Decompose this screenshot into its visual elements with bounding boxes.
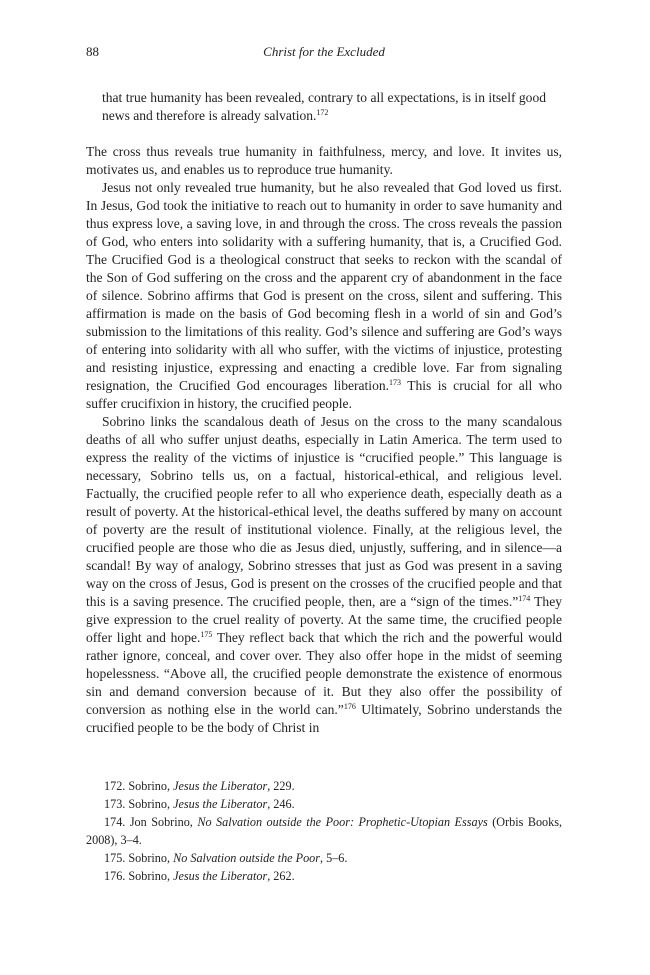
paragraph-text: The cross thus reveals true humanity in faithfulness, mercy, and love. It invites us, motivates us, and enables us to reproduce true humanity. — [86, 144, 562, 177]
paragraph — [86, 179, 562, 413]
footnote-ref-173: 173 — [389, 378, 402, 387]
footnote-ref-172: 172 — [316, 108, 329, 117]
footnote-ref-174: 174 — [518, 594, 531, 603]
paragraph — [86, 413, 562, 737]
paragraph-text: This is crucial for all who suffer crucifixion in history, the crucified people. — [86, 378, 563, 411]
paragraph-text: They reflect back that which the rich and the powerful would rather ignore, conceal, and cover over. They also offer hope in the midst of seeming hopelessness. “Above all, the crucified people demonstrate the existence of enormous sin and demand conversion because of it. But they also offer the possibility of conversion as nothing else in the world can.” — [86, 630, 562, 717]
block-quote-text: that true humanity has been revealed, contrary to all expectations, is in itself good news and therefore is already salvation. — [102, 90, 546, 123]
page-number: 88 — [86, 44, 99, 59]
footnote: 176. Sobrino, Jesus the Liberator, 262. — [104, 869, 295, 883]
footnotes — [86, 777, 562, 885]
footnote-ref-176: 176 — [343, 702, 356, 711]
page-header — [86, 44, 562, 64]
paragraph-text: Sobrino links the scandalous death of Jesus on the cross to the many scandalous deaths of all who suffer unjust deaths, especially in Latin America. The term used to express the reality of the victims of injustice is “crucified people.” This language is necessary, Sobrino tells us, on a factual, historical-ethical, and religious level. Factually, the crucified people refer to all who experience death, especially death as a result of poverty. At the historical-ethical level, the deaths suffered by many on account of poverty are the result of institutional violence. Finally, at the religious level, the crucified people are those who die as Jesus died, unjustly, suffering, and in silence—a scandal! By way of analogy, Sobrino stresses that just as God was present in a saving way on the cross of Jesus, God is present on the crosses of the crucified people and that this is a saving presence. The crucified people, then, are a “sign of the times.” — [86, 414, 562, 609]
paragraph — [86, 143, 562, 179]
footnote: 172. Sobrino, Jesus the Liberator, 229. — [104, 779, 295, 793]
footnote: 173. Sobrino, Jesus the Liberator, 246. — [104, 797, 295, 811]
paragraph-text: They give expression to the cruel reality of poverty. At the same time, the crucified people offer light and hope. — [86, 594, 562, 645]
footnote: 174. Jon Sobrino, No Salvation outside the Poor: Prophetic-Utopian Essays (Orbis Books, 2008), 3–4. — [86, 815, 563, 847]
main-text — [86, 89, 562, 737]
paragraph-text: Jesus not only revealed true humanity, but he also revealed that God loved us first. In Jesus, God took the initiative to reach out to humanity in order to save humanity and thus express love, a saving love, in and through the cross. The cross reveals the passion of God, who enters into solidarity with a suffering humanity, that is, a Crucified God. The Crucified God is a theological construct that seeks to reckon with the scandal of the Son of God suffering on the cross and the apparent cry of abandonment in the face of silence. Sobrino affirms that God is present on the cross, silent and suffering. This affirmation is made on the basis of God becoming flesh in a world of sin and God’s submission to the limitations of this reality. God’s silence and suffering are God’s ways of entering into solidarity with all who suffer, with the victims of injustice, protesting and resisting injustice, expressing and enacting a credible love. Far from signaling resignation, the Crucified God encourages liberation. — [86, 180, 562, 393]
paragraph-text: Ultimately, Sobrino understands the crucified people to be the body of Christ in — [86, 702, 563, 735]
footnote-ref-175: 175 — [200, 630, 213, 639]
block-quote — [102, 89, 546, 125]
footnote: 175. Sobrino, No Salvation outside the Poor, 5–6. — [104, 851, 348, 865]
running-title: Christ for the Excluded — [263, 44, 385, 59]
